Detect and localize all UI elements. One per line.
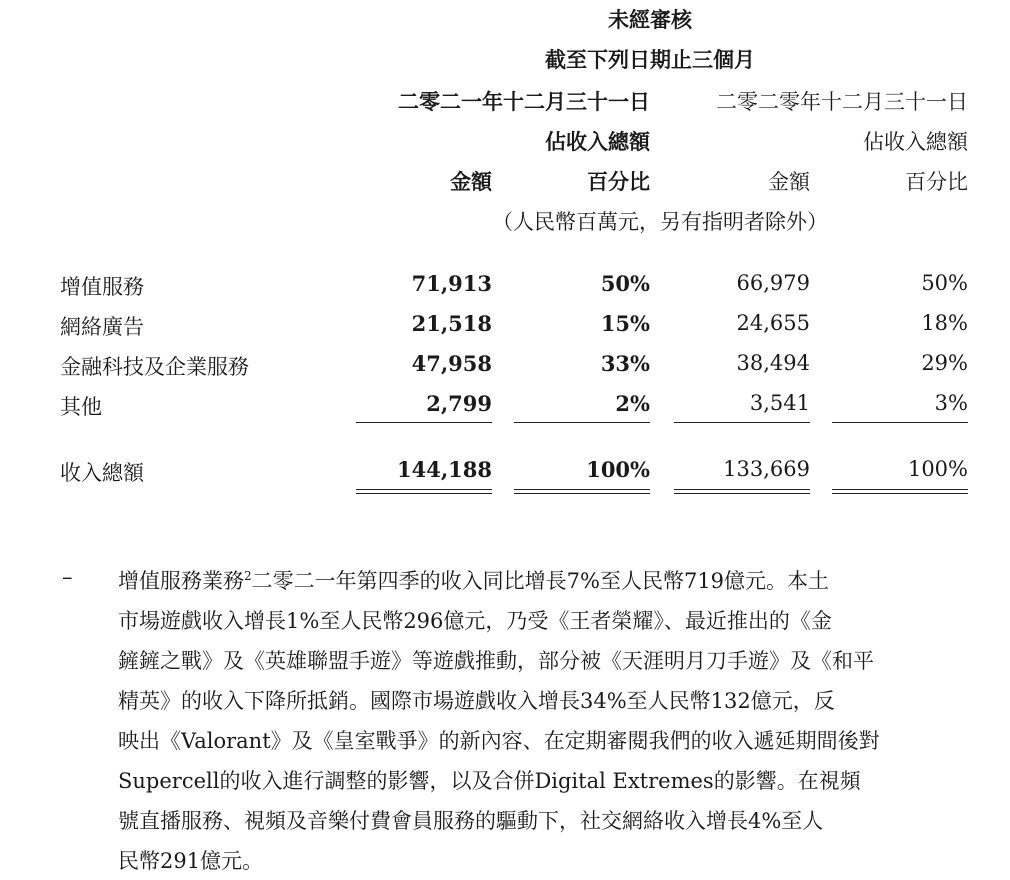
bullet-dash: –	[62, 565, 73, 589]
subtotal-rule	[674, 422, 810, 423]
total-double-rule	[356, 493, 492, 494]
total-amount-2020: 133,669	[723, 457, 810, 481]
row-amount-2021: 21,518	[411, 311, 492, 336]
paragraph-line: 號直播服務、視頻及音樂付費會員服務的驅動下，社交網絡收入增長4%至人	[118, 809, 824, 833]
row-label: 增值服務	[60, 275, 144, 299]
paragraph-line: Supercell的收入進行調整的影響，以及合併Digital Extremes的影響。在視頻	[118, 769, 861, 793]
total-double-rule	[832, 493, 968, 494]
row-amount-2021: 71,913	[411, 271, 492, 296]
pct-of-total-2020: 佔收入總額	[863, 130, 968, 154]
row-percent-2020: 29%	[921, 351, 968, 375]
row-percent-2021: 33%	[600, 351, 650, 376]
row-label: 金融科技及企業服務	[60, 355, 249, 379]
row-percent-2020: 50%	[921, 271, 968, 295]
row-amount-2020: 66,979	[736, 271, 810, 295]
unit-note: （人民幣百萬元，另有指明者除外）	[492, 210, 828, 234]
total-percent-2020: 100%	[907, 457, 968, 481]
subtotal-rule	[356, 422, 492, 423]
total-amount-2021: 144,188	[397, 457, 492, 482]
paragraph-lead: 增值服務業務	[118, 569, 244, 593]
amount-header-2020: 金額	[768, 170, 810, 194]
total-percent-2021: 100%	[586, 457, 650, 482]
total-label: 收入總額	[60, 461, 144, 485]
paragraph-line	[118, 565, 829, 595]
total-double-rule	[514, 493, 650, 494]
total-double-rule	[514, 489, 650, 490]
paragraph-line: 民幣291億元。	[118, 849, 264, 873]
subtotal-rule	[832, 422, 968, 423]
row-amount-2020: 3,541	[749, 391, 810, 415]
row-percent-2021: 50%	[600, 271, 650, 296]
amount-header-2021: 金額	[450, 169, 492, 194]
row-percent-2021: 15%	[600, 311, 650, 336]
row-percent-2021: 2%	[615, 391, 650, 416]
column-date-2021: 二零二一年十二月三十一日	[398, 89, 650, 114]
period-heading: 截至下列日期止三個月	[545, 47, 755, 72]
row-amount-2021: 2,799	[426, 391, 492, 416]
row-label: 網絡廣告	[60, 315, 144, 339]
paragraph-line-text: 二零二一年第四季的收入同比增長7%至人民幣719億元。本土	[251, 569, 830, 593]
percent-header-2021: 百分比	[587, 169, 650, 194]
row-amount-2020: 38,494	[736, 351, 810, 375]
paragraph-line: 映出《Valorant》及《皇室戰爭》的新內容、在定期審閱我們的收入遞延期間後對	[118, 729, 880, 753]
row-percent-2020: 3%	[934, 391, 968, 415]
total-double-rule	[356, 489, 492, 490]
paragraph-line: 市場遊戲收入增長1%至人民幣296億元，乃受《王者榮耀》、最近推出的《金	[118, 609, 832, 633]
column-date-2020: 二零二零年十二月三十一日	[716, 90, 968, 114]
total-double-rule	[674, 493, 810, 494]
audit-status: 未經審核	[608, 7, 692, 32]
paragraph-line: 鏟鏟之戰》及《英雄聯盟手遊》等遊戲推動，部分被《天涯明月刀手遊》及《和平	[118, 649, 874, 673]
total-double-rule	[832, 489, 968, 490]
footnote-marker: 2	[244, 569, 252, 583]
percent-header-2020: 百分比	[905, 170, 968, 194]
total-double-rule	[674, 489, 810, 490]
row-amount-2021: 47,958	[411, 351, 492, 376]
row-percent-2020: 18%	[921, 311, 968, 335]
paragraph-line: 精英》的收入下降所抵銷。國際市場遊戲收入增長34%至人民幣132億元，反	[118, 689, 835, 713]
row-amount-2020: 24,655	[736, 311, 810, 335]
row-label: 其他	[60, 395, 102, 419]
pct-of-total-2021: 佔收入總額	[545, 129, 650, 154]
subtotal-rule	[514, 422, 650, 423]
